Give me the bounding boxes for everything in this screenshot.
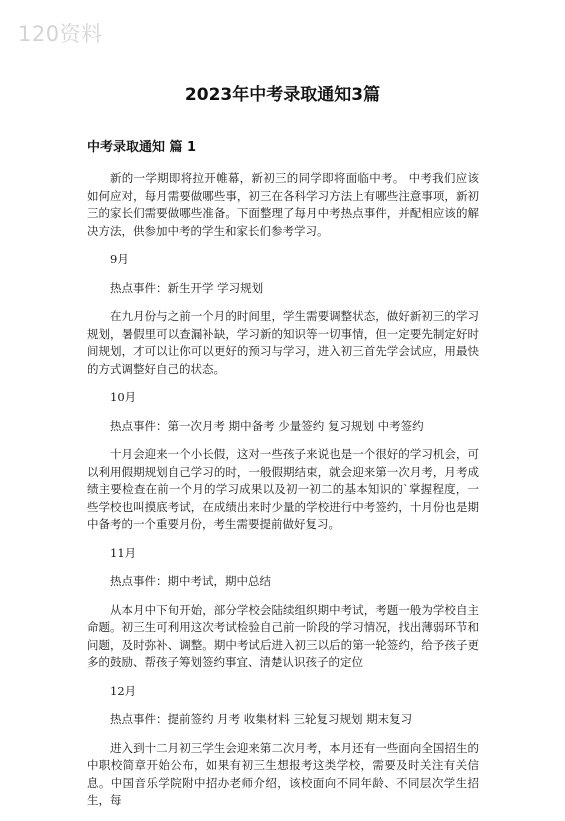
hot-events-september: 热点事件：新生开学 学习规划 — [110, 280, 264, 295]
document-title: 2023年中考录取通知3篇 — [184, 85, 381, 105]
document-body — [87, 170, 479, 821]
paragraph-november: 从本月中下旬开始，部分学校会陆续组织期中考试，考题一般为学校自主命题。初三生可利用这次考试检验自己前一阶段的学习情况，找出薄弱环节和问题，及时弥补、调整。期中考试后进入初三以后的第一轮签约，给予孩子更多的鼓励、帮孩子筹划签约事宜、清楚认识孩子的定位 — [87, 602, 479, 669]
paragraph-december: 进入到十二月初三学生会迎来第二次月考，本月还有一些面向全国招生的中职校简章开始公布，如果有初三生想报考这类学校，需要及时关注有关信息。中国音乐学院附中招办老师介绍，该校面向不同年龄、不同层次学生招生，每 — [87, 740, 479, 807]
month-label-november: 11月 — [110, 545, 137, 560]
month-label-september: 9月 — [110, 252, 129, 266]
month-label-october: 10月 — [110, 390, 137, 404]
section-heading: 中考录取通知 篇 1 — [87, 140, 197, 155]
paragraph-october: 十月会迎来一个小长假，这对一些孩子来说也是一个很好的学习机会，可以利用假期规划自己学习的时，一般假期结束，就会迎来第一次月考，月考成绩主要检查在前一个月的学习成果以及初一初二的基本知识的`掌握程度，一些学校也叫摸底考试，在成绩出来时少量的学校进行中考签约，十月份也是期中备考的一个重要月份，考生需要提前做好复习。 — [87, 447, 479, 531]
intro-paragraph: 新的一学期即将拉开帷幕，新初三的同学即将面临中考。 中考我们应该如何应对，每月需要做哪些事，初三在各科学习方法上有哪些注意事项，新初三的家长们需要做哪些准备。下面整理了每月中考热点事件，并配相应该的解决方法，供参加中考的学生和家长们参考学习。 — [87, 171, 479, 238]
watermark: 120资料 — [18, 22, 103, 46]
hot-events-december: 热点事件：提前签约 月考 收集材料 三轮复习规划 期末复习 — [110, 712, 413, 726]
hot-events-november: 热点事件：期中考试，期中总结 — [110, 574, 271, 588]
month-label-december: 12月 — [110, 683, 137, 698]
paragraph-september: 在九月份与之前一个月的时间里，学生需要调整状态，做好新初三的学习规划，暑假里可以查漏补缺，学习新的知识等一切事情，但一定要先制定好时间规划，才可以让你可以更好的预习与学习，进入初三首先学会试应，用最快的方式调整好自己的状态。 — [87, 309, 479, 376]
hot-events-october: 热点事件：第一次月考 期中备考 少量签约 复习规划 中考签约 — [110, 418, 424, 433]
